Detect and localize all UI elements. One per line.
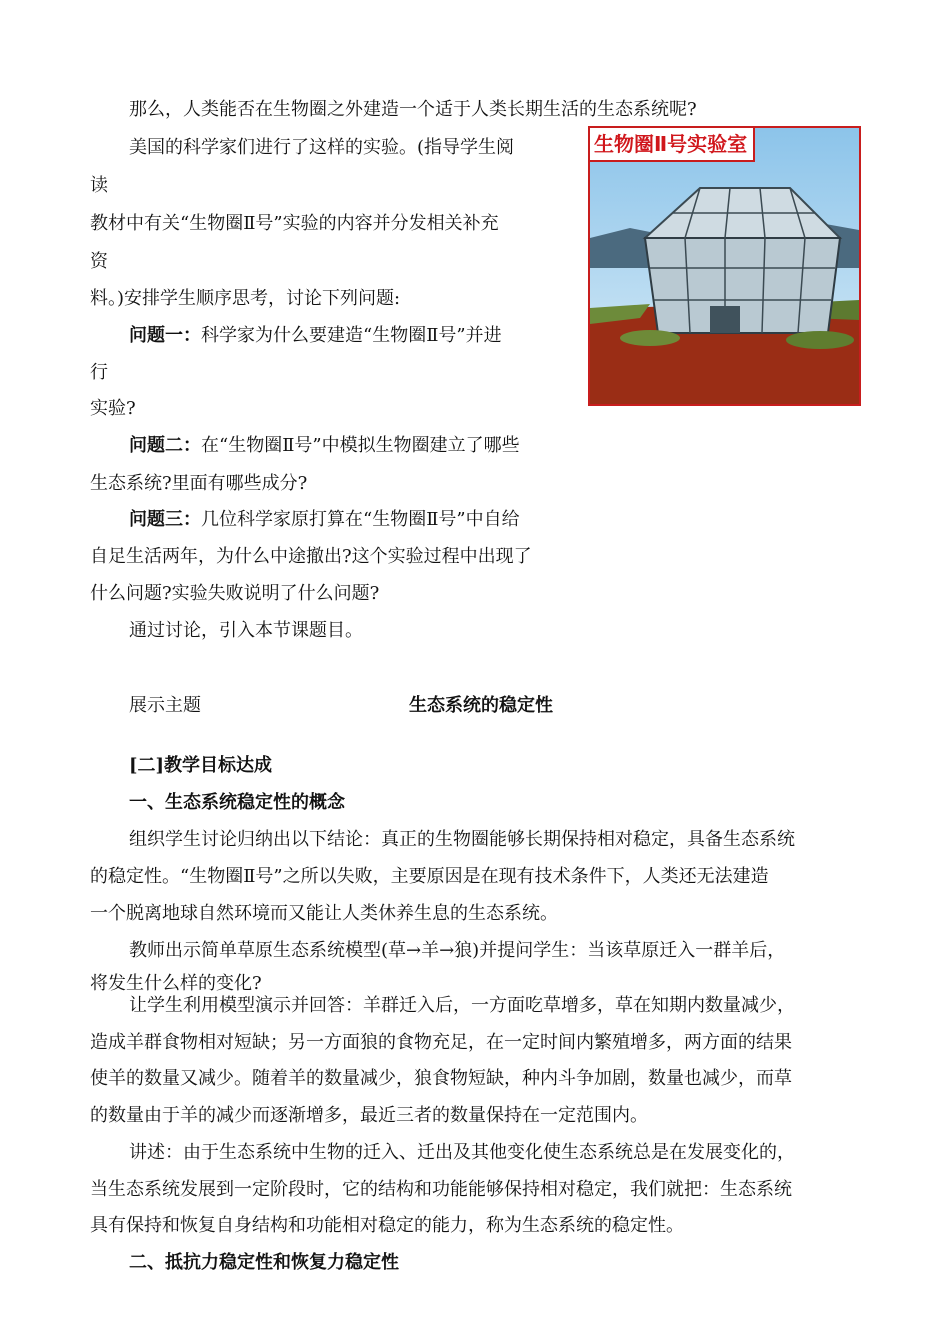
intro-paragraph-2-line-1: 美国的科学家们进行了这样的实验。(指导学生阅	[129, 137, 515, 158]
subheading-concept: 一、生态系统稳定性的概念	[129, 792, 345, 813]
biosphere-2-photo	[588, 126, 861, 406]
question-3-line-1	[129, 508, 520, 532]
section-heading: [二]教学目标达成	[129, 755, 273, 776]
question-2-line-1	[129, 434, 520, 458]
question-1-label: 问题一：	[129, 325, 201, 346]
intro-paragraph-2-line-5: 料。)安排学生顺序思考，讨论下列问题:	[90, 288, 401, 309]
intro-paragraph-2-line-2: 读	[90, 175, 108, 196]
para4-line-2: 当生态系统发展到一定阶段时，它的结构和功能能够保持相对稳定，我们就把：生态系统	[90, 1179, 792, 1200]
question-2-line-2: 生态系统?里面有哪些成分?	[90, 473, 308, 494]
question-2-label: 问题二：	[129, 435, 201, 456]
question-1-text: 科学家为什么要建造“生物圈Ⅱ号”并进	[201, 325, 502, 346]
topic-title: 生态系统的稳定性	[409, 695, 553, 716]
para4-line-1: 讲述：由于生态系统中生物的迁入、迁出及其他变化使生态系统总是在发展变化的，	[129, 1142, 795, 1163]
topic-label: 展示主题	[129, 695, 201, 716]
discussion-text: 通过讨论，引入本节课题目。	[129, 620, 363, 641]
para1-line-3: 一个脱离地球自然环境而又能让人类休养生息的生态系统。	[90, 903, 558, 924]
greenhouse-illustration	[590, 128, 859, 404]
question-2-text: 在“生物圈Ⅱ号”中模拟生物圈建立了哪些	[201, 435, 520, 456]
para2-line-2: 将发生什么样的变化?	[90, 973, 262, 994]
para1-line-1: 组织学生讨论归纳出以下结论：真正的生物圈能够长期保持相对稳定，具备生态系统	[129, 829, 795, 850]
para1-line-2: 的稳定性。“生物圈Ⅱ号”之所以失败，主要原因是在现有技术条件下，人类还无法建造	[90, 866, 769, 887]
question-1-line-2: 行	[90, 362, 108, 383]
para3-line-1: 让学生利用模型演示并回答：羊群迁入后，一方面吃草增多，草在知期内数量减少，	[129, 995, 795, 1016]
subheading-resistance-resilience: 二、抵抗力稳定性和恢复力稳定性	[129, 1252, 399, 1273]
intro-paragraph-2-line-4: 资	[90, 251, 108, 272]
para4-line-3: 具有保持和恢复自身结构和功能相对稳定的能力，称为生态系统的稳定性。	[90, 1215, 684, 1236]
question-3-text: 几位科学家原打算在“生物圈Ⅱ号”中自给	[201, 509, 520, 530]
question-3-label: 问题三：	[129, 509, 201, 530]
para2-line-1: 教师出示简单草原生态系统模型(草→羊→狼)并提问学生：当该草原迁入一群羊后，	[129, 940, 786, 961]
question-1-line-1	[129, 324, 502, 348]
question-3-line-2: 自足生活两年，为什么中途撤出?这个实验过程中出现了	[90, 546, 532, 567]
para3-line-4: 的数量由于羊的减少而逐渐增多，最近三者的数量保持在一定范围内。	[90, 1105, 648, 1126]
intro-paragraph-1: 那么，人类能否在生物圈之外建造一个适于人类长期生活的生态系统呢?	[129, 99, 697, 120]
para3-line-3: 使羊的数量又减少。随着羊的数量减少，狼食物短缺，种内斗争加剧，数量也减少，而草	[90, 1068, 792, 1089]
para3-line-2: 造成羊群食物相对短缺；另一方面狼的食物充足，在一定时间内繁殖增多，两方面的结果	[90, 1032, 792, 1053]
intro-paragraph-2-line-3: 教材中有关“生物圈Ⅱ号”实验的内容并分发相关补充	[90, 213, 499, 234]
question-3-line-3: 什么问题?实验失败说明了什么问题?	[90, 583, 380, 604]
photo-title: 生物圈Ⅱ号实验室	[590, 128, 755, 162]
question-1-line-3: 实验?	[90, 398, 136, 419]
